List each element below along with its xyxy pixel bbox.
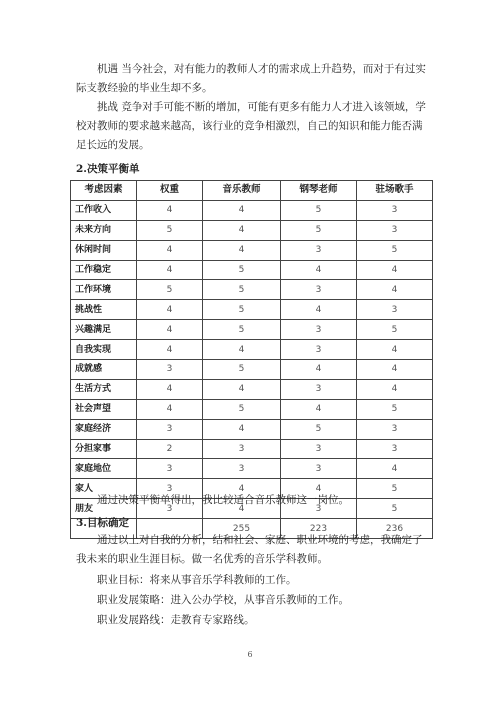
piano-teacher-score-cell: 5	[281, 200, 357, 220]
resident-singer-score-cell: 4	[357, 379, 433, 399]
resident-singer-score-cell: 3	[357, 220, 433, 240]
resident-singer-score-cell: 3	[357, 300, 433, 320]
development-path-line: 职业发展路线：走教育专家路线。	[97, 614, 255, 626]
music-teacher-score-cell: 4	[203, 379, 281, 399]
section-2-title: 2.决策平衡单	[76, 163, 140, 175]
header-piano-teacher: 钢琴老师	[281, 181, 357, 201]
piano-teacher-score-cell: 4	[281, 360, 357, 380]
piano-teacher-score-cell: 3	[281, 280, 357, 300]
resident-singer-score-cell: 3	[357, 200, 433, 220]
music-teacher-score-cell: 5	[203, 399, 281, 419]
total-resident-singer: 236	[357, 519, 433, 539]
resident-singer-score-cell: 4	[357, 280, 433, 300]
piano-teacher-score-cell: 3	[281, 340, 357, 360]
piano-teacher-score-cell: 4	[281, 260, 357, 280]
table-row	[71, 240, 433, 260]
piano-teacher-score-cell: 3	[281, 320, 357, 340]
weight-score-cell: 4	[137, 240, 203, 260]
music-teacher-score-cell: 5	[203, 300, 281, 320]
music-teacher-score-cell: 4	[203, 479, 281, 499]
music-teacher-score-cell: 4	[203, 499, 281, 519]
header-weight: 权重	[137, 181, 203, 201]
section-3-title: 3.目标确定	[76, 517, 129, 529]
header-factor: 考虑因素	[71, 181, 137, 201]
factor-label: 兴趣满足	[71, 320, 137, 340]
table-row	[71, 200, 433, 220]
factor-label: 工作环境	[71, 280, 137, 300]
piano-teacher-score-cell: 3	[281, 379, 357, 399]
music-teacher-score-cell: 3	[203, 459, 281, 479]
factor-label: 工作收入	[71, 200, 137, 220]
table-body	[71, 200, 433, 518]
factor-label: 家庭地位	[71, 459, 137, 479]
resident-singer-score-cell: 5	[357, 479, 433, 499]
factor-label: 挑战性	[71, 300, 137, 320]
factor-label: 家人	[71, 479, 137, 499]
table-row	[71, 360, 433, 380]
music-teacher-score-cell: 5	[203, 280, 281, 300]
music-teacher-score-cell: 4	[203, 220, 281, 240]
resident-singer-score-cell: 3	[357, 419, 433, 439]
table-row	[71, 300, 433, 320]
piano-teacher-score-cell: 3	[281, 439, 357, 459]
table-row	[71, 340, 433, 360]
piano-teacher-score-cell: 3	[281, 499, 357, 519]
factor-label: 自我实现	[71, 340, 137, 360]
weight-score-cell: 4	[137, 260, 203, 280]
challenge-paragraph: 挑战 竞争对手可能不断的增加，可能有更多有能力人才进入该领域，学校对教师的要求越来越高，该行业的竞争相激烈，自己的知识和能力能否满足长远的发展。	[76, 101, 426, 151]
weight-score-cell: 3	[137, 360, 203, 380]
resident-singer-score-cell: 5	[357, 399, 433, 419]
goal-intro-paragraph: 通过以上对自我的分析，结和社会、家庭、职业环境的考虑，我确定了我未来的职业生涯目标。做一名优秀的音乐学科教师。	[76, 534, 423, 565]
header-music-teacher: 音乐教师	[203, 181, 281, 201]
table-row	[71, 419, 433, 439]
piano-teacher-score-cell: 3	[281, 459, 357, 479]
resident-singer-score-cell: 5	[357, 499, 433, 519]
factor-label: 未来方向	[71, 220, 137, 240]
decision-balance-table	[70, 180, 433, 539]
factor-label: 休闲时间	[71, 240, 137, 260]
weight-score-cell: 4	[137, 300, 203, 320]
weight-score-cell: 5	[137, 280, 203, 300]
music-teacher-score-cell: 5	[203, 360, 281, 380]
piano-teacher-score-cell: 5	[281, 419, 357, 439]
weight-score-cell: 4	[137, 340, 203, 360]
music-teacher-score-cell: 4	[203, 419, 281, 439]
header-resident-singer: 驻场歌手	[357, 181, 433, 201]
table-row	[71, 260, 433, 280]
music-teacher-score-cell: 4	[203, 340, 281, 360]
weight-score-cell: 4	[137, 379, 203, 399]
table-row	[71, 399, 433, 419]
table-row	[71, 220, 433, 240]
table-header-row	[71, 181, 433, 201]
resident-singer-score-cell: 4	[357, 340, 433, 360]
resident-singer-score-cell: 4	[357, 459, 433, 479]
factor-label: 家庭经济	[71, 419, 137, 439]
factor-label: 社会声望	[71, 399, 137, 419]
weight-score-cell: 5	[137, 220, 203, 240]
music-teacher-score-cell: 4	[203, 240, 281, 260]
factor-label: 成就感	[71, 360, 137, 380]
decision-conclusion: 通过决策平衡单得出，我比较适合音乐教师这一岗位。	[97, 494, 349, 506]
weight-score-cell: 3	[137, 459, 203, 479]
piano-teacher-score-cell: 4	[281, 479, 357, 499]
factor-label: 工作稳定	[71, 260, 137, 280]
weight-score-cell: 4	[137, 399, 203, 419]
resident-singer-score-cell: 4	[357, 360, 433, 380]
resident-singer-score-cell: 5	[357, 320, 433, 340]
total-music-teacher: 255	[203, 519, 281, 539]
resident-singer-score-cell: 5	[357, 240, 433, 260]
page-number: 6	[247, 650, 253, 659]
music-teacher-score-cell: 5	[203, 260, 281, 280]
development-strategy-line: 职业发展策略：进入公办学校，从事音乐教师的工作。	[97, 594, 349, 606]
piano-teacher-score-cell: 4	[281, 399, 357, 419]
weight-score-cell: 3	[137, 479, 203, 499]
music-teacher-score-cell: 4	[203, 200, 281, 220]
factor-label: 分担家事	[71, 439, 137, 459]
weight-score-cell: 4	[137, 320, 203, 340]
piano-teacher-score-cell: 3	[281, 240, 357, 260]
total-piano-teacher: 223	[281, 519, 357, 539]
weight-score-cell: 3	[137, 419, 203, 439]
music-teacher-score-cell: 5	[203, 320, 281, 340]
weight-score-cell: 3	[137, 499, 203, 519]
weight-score-cell: 4	[137, 200, 203, 220]
music-teacher-score-cell: 3	[203, 439, 281, 459]
factor-label: 生活方式	[71, 379, 137, 399]
table-row	[71, 280, 433, 300]
resident-singer-score-cell: 4	[357, 260, 433, 280]
factor-label: 朋友	[71, 499, 137, 519]
table-row	[71, 439, 433, 459]
table-row	[71, 379, 433, 399]
resident-singer-score-cell: 3	[357, 439, 433, 459]
weight-score-cell: 2	[137, 439, 203, 459]
piano-teacher-score-cell: 4	[281, 300, 357, 320]
table-row	[71, 459, 433, 479]
piano-teacher-score-cell: 5	[281, 220, 357, 240]
opportunity-paragraph: 机遇 当今社会，对有能力的教师人才的需求成上升趋势，而对于有过实际支教经验的毕业生却不多。	[76, 63, 426, 94]
career-goal-line: 职业目标：将来从事音乐学科教师的工作。	[97, 574, 297, 586]
table-row	[71, 320, 433, 340]
